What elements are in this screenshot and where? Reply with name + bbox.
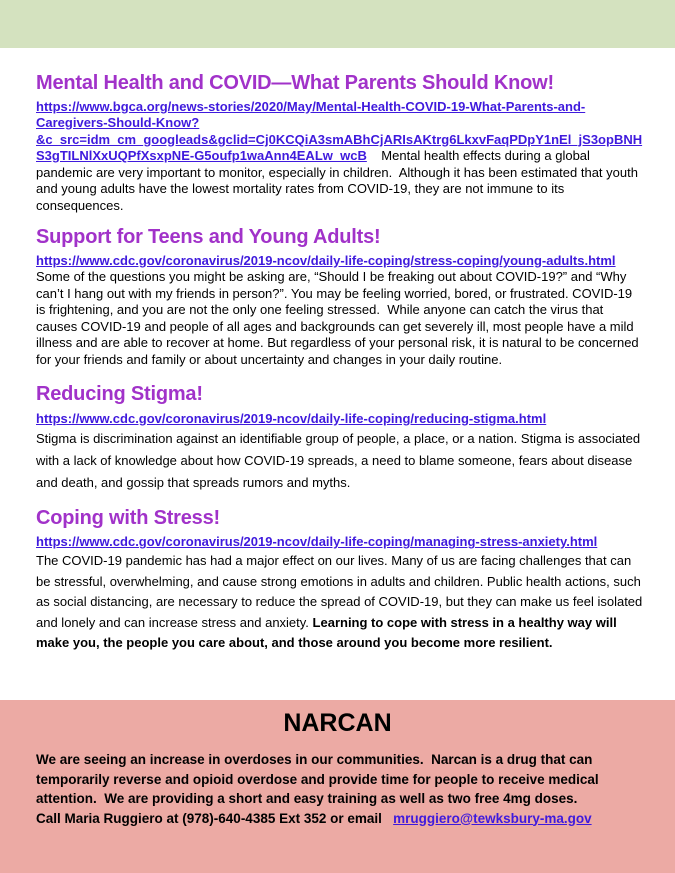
narcan-contact-line (36, 809, 656, 829)
section-text-bold: Learning to cope with stress in a healthy way will make you, the people you care about, and those around you become more resilient. (36, 614, 621, 651)
section-paragraph (36, 551, 646, 654)
narcan-email-link[interactable]: mruggiero@tewksbury-ma.gov (393, 810, 592, 826)
section-text: Mental health effects during a global pandemic are very important to monitor, especially in children. Although it has been estimated that youth and young adults have the lowest mortality rates from COVID-19, they are not immune to its consequences. (36, 148, 642, 213)
section-mental-health-covid (36, 72, 643, 214)
section-paragraph: Stigma is discrimination against an identifiable group of people, a place, or a nation. Stigma is associated with a lack of knowledge about how COVID-19 spreads, a need to blame someone, fears about disease and death, and gossip that spreads rumors and myths. (36, 430, 644, 490)
section-paragraph (36, 99, 643, 215)
section-heading-support-teens: Support for Teens and Young Adults! (36, 226, 381, 249)
link-line (36, 533, 643, 550)
cdc-reducing-stigma-link[interactable]: https://www.cdc.gov/coronavirus/2019-ncov/daily-life-coping/reducing-stigma.html (36, 410, 547, 426)
section-text: Some of the questions you might be asking are, “Should I be freaking out about COVID-19?” and “Why can’t I hang out with my friends in person?”. You may be feeling worried, bored, or frustrated. COVID-19 is frightening, and you are not the only one feeling stressed. While anyone can catch the virus that causes COVID-19 and people of all ages and backgrounds can get severely ill, most people have a mild illness and are able to recover at home. But regardless of your personal risk, it is natural to be concerned for your friends and family or about uncertainty and changes in your daily routine. (36, 252, 643, 367)
section-reducing-stigma (36, 383, 643, 494)
section-heading-coping-stress: Coping with Stress! (36, 506, 220, 529)
main-content (0, 48, 675, 700)
narcan-title: NARCAN (283, 709, 392, 737)
cdc-young-adults-link[interactable]: https://www.cdc.gov/coronavirus/2019-ncov/daily-life-coping/stress-coping/young-adults.html (36, 252, 616, 268)
narcan-contact-text: Call Maria Ruggiero at (978)-640-4385 Ext 352 or email (36, 810, 394, 826)
section-heading-mental-health: Mental Health and COVID—What Parents Should Know! (36, 72, 555, 94)
section-paragraph (36, 253, 643, 369)
narcan-paragraph: We are seeing an increase in overdoses in our communities. Narcan is a drug that can temporarily reverse and opioid overdose and provide time for people to receive medical attention. We are providing a short and easy training as well as two free 4mg doses. (36, 752, 603, 806)
section-text: The COVID-19 pandemic has had a major effect on our lives. Many of us are facing challenges that can be stressful, overwhelming, and cause strong emotions in adults and children. Public health actions, such as social distancing, are necessary to reduce the spread of COVID-19, but they can make us feel isolated and lonely and can increase stress and anxiety. (36, 553, 646, 630)
top-green-bar (0, 0, 675, 48)
bgca-article-link[interactable]: https://www.bgca.org/news-stories/2020/May/Mental-Health-COVID-19-What-Parents-and-Caregivers-Should-Know?&c_src=idm_cm_googleads&gclid=Cj0KCQiA3smABhCjARIsAKtrg6LkxvFaqPDpY1nEl_jS3opBNHS3gTILNlXxUQPfXsxpNE-G5oufp1waAnn4EALw_wcB (36, 98, 643, 164)
cdc-managing-stress-link[interactable]: https://www.cdc.gov/coronavirus/2019-ncov/daily-life-coping/managing-stress-anxiety.html (36, 534, 598, 550)
section-support-teens (36, 226, 643, 368)
narcan-panel (0, 700, 675, 873)
section-coping-with-stress (36, 506, 646, 654)
section-heading-reducing-stigma: Reducing Stigma! (36, 383, 203, 406)
link-line (36, 410, 643, 427)
